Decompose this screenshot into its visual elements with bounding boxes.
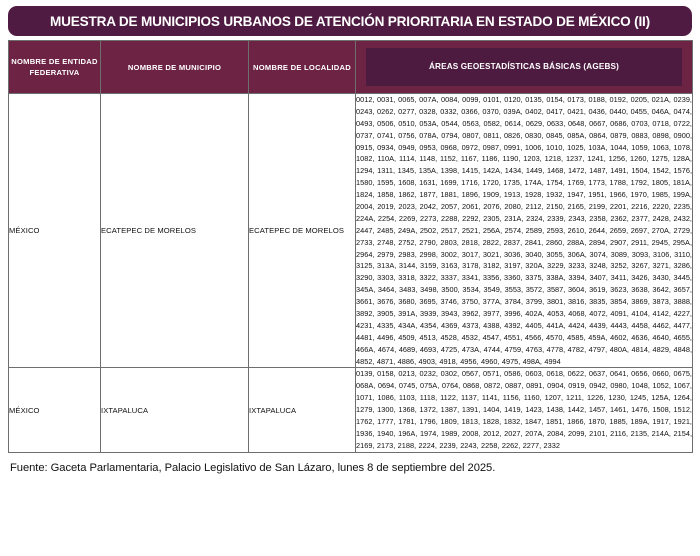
cell-municipio: IXTAPALUCA <box>101 368 249 452</box>
cell-entidad: MÉXICO <box>9 94 101 368</box>
cell-localidad: ECATEPEC DE MORELOS <box>249 94 356 368</box>
column-header-municipio: NOMBRE DE MUNICIPIO <box>101 41 249 94</box>
document-title-banner <box>8 6 692 36</box>
source-note: Fuente: Gaceta Parlamentaria, Palacio Legislativo de San Lázaro, lunes 8 de septiembre del 2025. <box>10 461 496 474</box>
column-header-localidad: NOMBRE DE LOCALIDAD <box>249 41 356 94</box>
cell-localidad: IXTAPALUCA <box>249 368 356 452</box>
table-row <box>9 94 693 368</box>
table-body <box>9 94 693 453</box>
cell-municipio: ECATEPEC DE MORELOS <box>101 94 249 368</box>
table-header <box>9 41 693 94</box>
page-title: MUESTRA DE MUNICIPIOS URBANOS DE ATENCIÓN PRIORITARIA EN ESTADO DE MÉXICO (II) <box>50 13 650 29</box>
cell-entidad: MÉXICO <box>9 368 101 452</box>
column-header-entidad: NOMBRE DE ENTIDAD FEDERATIVA <box>9 41 101 94</box>
agebs-table <box>8 40 693 453</box>
column-header-agebs-label: ÁREAS GEOESTADÍSTICAS BÁSICAS (AGEBS) <box>366 48 682 86</box>
table-row <box>9 368 693 452</box>
column-header-agebs <box>356 41 693 94</box>
table-header-row <box>9 41 693 94</box>
cell-agebs: 0012, 0031, 0065, 007A, 0084, 0099, 0101, 0120, 0135, 0154, 0173, 0188, 0192, 0205, 021A, 0239, 0243, 0262, 0277, 0328, 0332, 0366, 0370, 039A, 0402, 0417, 0421, 0436, 0440, 0455, 046A, 0474, 0493, 0506, 0510, 053A, 0544, 0563, 0582, 0614, 0629, 0633, 0648, 0667, 0686, 0703, 0718, 0722, 0737, 0741, 0756, 078A, 0794, 0807, 0811, 0826, 0830, 0845, 085A, 0864, 0879, 0883, 0898, 0900, 0915, 0934, 0949, 0953, 0968, 0972, 0987, 0991, 1006, 1010, 1025, 103A, 1044, 1059, 1063, 1078, 1082, 110A, 1114, 1148, 1152, 1167, 1186, 1190, 1203, 1218, 1237, 1241, 1256, 1260, 1275, 128A, 1294, 1311, 1345, 135A, 1398, 1415, 142A, 1434, 1449, 1468, 1472, 1487, 1491, 1504, 1542, 1576, 1580, 1595, 1608, 1631, 1699, 1716, 1720, 1735, 174A, 1754, 1769, 1773, 1788, 1792, 1805, 181A, 1824, 1858, 1862, 1877, 1881, 1896, 1909, 1913, 1928, 1932, 1947, 1951, 1966, 1970, 1985, 199A, 2004, 2019, 2023, 2042, 2057, 2061, 2076, 2080, 2112, 2150, 2165, 2199, 2201, 2216, 2220, 2235, 224A, 2254, 2269, 2273, 2288, 2292, 2305, 231A, 2324, 2339, 2343, 2358, 2362, 2377, 2428, 2432, 2447, 2485, 249A, 2502, 2517, 2521, 256A, 2574, 2589, 2593, 2610, 2644, 2659, 2697, 270A, 2729, 2733, 2748, 2752, 2790, 2803, 2818, 2822, 2837, 2841, 2860, 288A, 2894, 2907, 2911, 2945, 295A, 2964, 2979, 2983, 2998, 3002, 3017, 3021, 3036, 3040, 3055, 306A, 3074, 3089, 3093, 3106, 3110, 3125, 313A, 3144, 3159, 3163, 3178, 3182, 3197, 320A, 3229, 3233, 3248, 3252, 3267, 3271, 3286, 3290, 3303, 3318, 3322, 3337, 3341, 3356, 3360, 3375, 338A, 3394, 3407, 3411, 3426, 3430, 3445, 345A, 3464, 3483, 3498, 3500, 3534, 3549, 3553, 3572, 3587, 3604, 3619, 3623, 3638, 3642, 3657, 3661, 3676, 3680, 3695, 3746, 3750, 377A, 3784, 3799, 3801, 3816, 3835, 3854, 3869, 3873, 3888, 3892, 3905, 391A, 3939, 3943, 3962, 3977, 3996, 402A, 4053, 4068, 4072, 4091, 4104, 4142, 4227, 4231, 4335, 434A, 4354, 4369, 4373, 4388, 4392, 4405, 441A, 4424, 4439, 4443, 4458, 4462, 4477, 4481, 4496, 4509, 4513, 4528, 4532, 4547, 4551, 4566, 4570, 4585, 459A, 4602, 4636, 4640, 4655, 466A, 4674, 4689, 4693, 4725, 473A, 4744, 4759, 4763, 4778, 4782, 4797, 480A, 4814, 4829, 4848, 4852, 4871, 4886, 4903, 4918, 4956, 4960, 4975, 498A, 4994 <box>356 94 693 368</box>
cell-agebs: 0139, 0158, 0213, 0232, 0302, 0567, 0571, 0586, 0603, 0618, 0622, 0637, 0641, 0656, 0660, 0675, 068A, 0694, 0745, 075A, 0764, 0868, 0872, 0887, 0891, 0904, 0919, 0942, 0980, 1048, 1052, 1067, 1071, 1086, 1103, 1118, 1122, 1137, 1141, 1156, 1160, 1207, 1211, 1226, 1230, 1245, 125A, 1264, 1279, 1300, 1368, 1372, 1387, 1391, 1404, 1419, 1423, 1438, 1442, 1457, 1461, 1476, 1508, 1512, 1762, 1777, 1781, 1796, 1809, 1813, 1828, 1832, 1847, 1851, 1866, 1870, 1885, 189A, 1917, 1921, 1936, 1940, 196A, 1974, 1989, 2008, 2012, 2027, 207A, 2084, 2099, 2101, 2116, 2135, 214A, 2154, 2169, 2173, 2188, 2224, 2239, 2243, 2258, 2262, 2277, 2332 <box>356 368 693 452</box>
